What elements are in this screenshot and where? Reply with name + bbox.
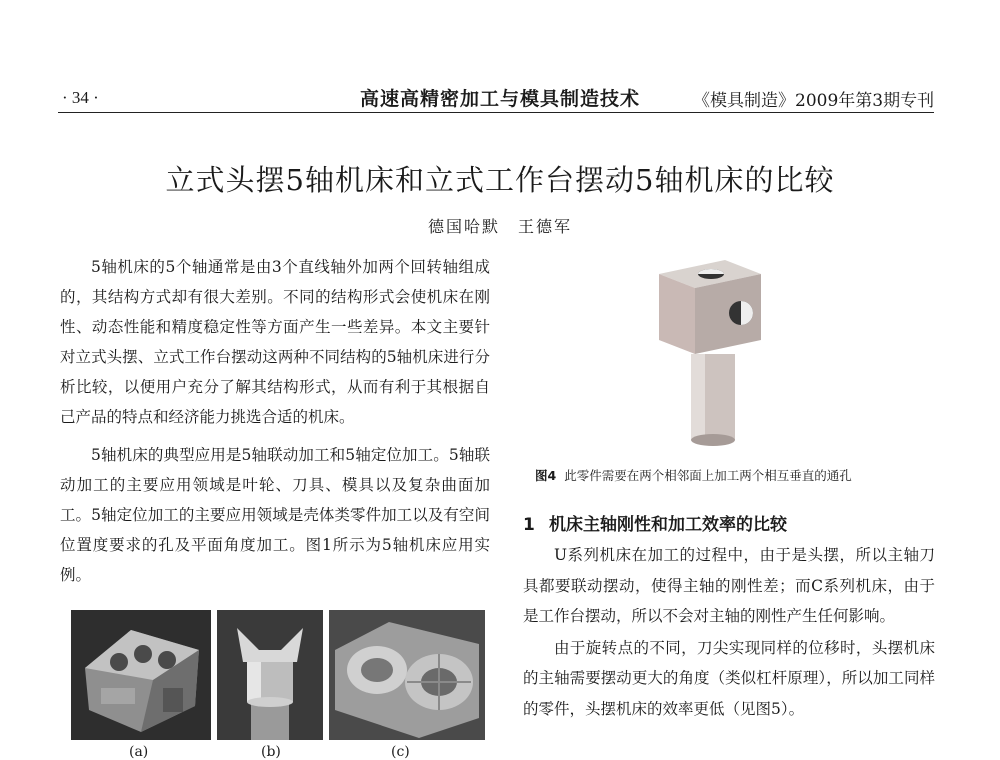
section-1-heading: [523, 510, 787, 535]
section-1-title: 机床主轴刚性和加工效率的比较: [549, 515, 787, 535]
page-number: · 34 ·: [62, 88, 99, 107]
left-column: [60, 252, 490, 590]
figure-1a-label: (a): [129, 744, 149, 760]
figure-4-number: 图4: [535, 468, 557, 483]
figure-1b-tool-image: [217, 610, 323, 740]
left-paragraph-2: 5轴机床的典型应用是5轴联动加工和5轴定位加工。5轴联动加工的主要应用领域是叶轮、刀具、模具以及复杂曲面加工。5轴定位加工的主要应用领域是壳体类零件加工以及有空间位置度要求的孔及平面角度加工。图1所示为5轴机床应用实例。: [60, 446, 490, 584]
figure-1b-label: (b): [261, 744, 281, 760]
figure-4-caption: [535, 466, 852, 484]
right-paragraph-1: U系列机床在加工的过程中，由于是头摆，所以主轴刀具都要联动摆动，使得主轴的刚性差；而C系列机床，由于是工作台摆动，所以不会对主轴的刚性产生任何影响。: [523, 546, 935, 625]
section-1-number: 1: [523, 515, 535, 535]
journal-title: 高速高精密加工与模具制造技术: [360, 88, 641, 110]
figure-4-part-image: [645, 258, 775, 450]
figure-1a-engine-block-image: [71, 610, 211, 740]
figure-1c-mold-image: [329, 610, 485, 740]
left-paragraph-1: 5轴机床的5个轴通常是由3个直线轴外加两个回转轴组成的，其结构方式却有很大差别。不同的结构形式会使机床在刚性、动态性能和精度稳定性等方面产生一些差异。本文主要针对立式头摆、立式工作台摆动这两种不同结构的5轴机床进行分析比较，以便用户充分了解其结构形式，从而有利于其根据自己产品的特点和经济能力挑选合适的机床。: [60, 258, 490, 426]
right-column-text: [523, 540, 935, 724]
figure-4-caption-text: 此零件需要在两个相邻面上加工两个相互垂直的通孔: [564, 468, 852, 483]
right-paragraph-2: 由于旋转点的不同，刀尖实现同样的位移时，头摆机床的主轴需要摆动更大的角度（类似杠杆原理），所以加工同样的零件，头摆机床的效率更低（见图5）。: [523, 638, 935, 718]
article-authors: 德国哈默 王德军: [427, 217, 572, 236]
figure-1-labels: [71, 744, 485, 760]
article-title: 立式头摆5轴机床和立式工作台摆动5轴机床的比较: [165, 163, 835, 197]
figure-1: [71, 610, 485, 740]
figure-1c-label: (c): [391, 744, 410, 760]
journal-issue: 《模具制造》2009年第3期专刊: [693, 91, 935, 111]
header-rule: [58, 112, 934, 113]
